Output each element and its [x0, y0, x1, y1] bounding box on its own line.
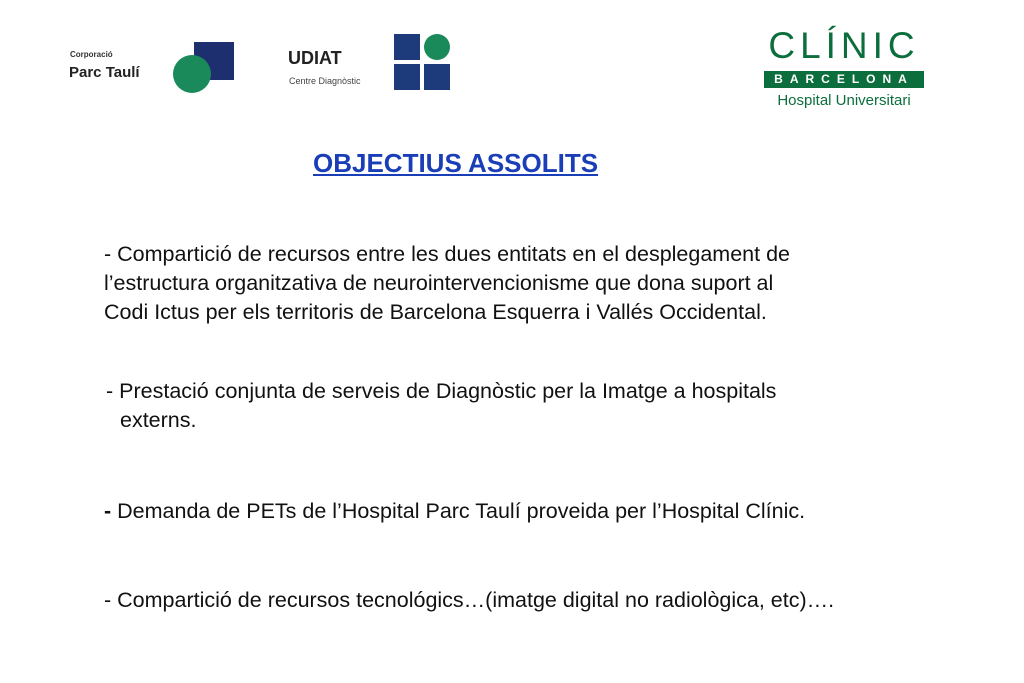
- objective-item-1-line-2: l’estructura organitzativa de neurointervencionisme que dona suport al: [104, 271, 774, 295]
- udiat-logo: [288, 32, 458, 92]
- udiat-logo-graphic: [392, 32, 452, 92]
- parc-tauli-logo-small-text: Corporació: [70, 50, 113, 59]
- udiat-logo-name: UDIAT: [288, 48, 342, 68]
- objective-item-3-text: Demanda de PETs de l’Hospital Parc Taulí proveida per l’Hospital Clínic.: [111, 499, 806, 523]
- objective-item-1-line-3: Codi Ictus per els territoris de Barcelona Esquerra i Vallés Occidental.: [104, 300, 767, 324]
- parc-tauli-logo-name: Parc Taulí: [69, 64, 140, 81]
- udiat-logo-square-bottom-left: [394, 64, 420, 90]
- udiat-logo-circle: [424, 34, 450, 60]
- objective-item-4-line-1: - Compartició de recursos tecnológics…(imatge digital no radiològica, etc)….: [104, 588, 835, 612]
- parc-tauli-logo-circle: [173, 55, 211, 93]
- clinic-logo-name: CLÍNIC: [768, 25, 920, 66]
- clinic-logo-city-bar: BARCELONA: [764, 71, 924, 88]
- clinic-logo-subtitle: Hospital Universitari: [777, 92, 911, 109]
- objective-item-2-line-1: - Prestació conjunta de serveis de Diagnòstic per la Imatge a hospitals: [106, 379, 777, 403]
- clinic-barcelona-logo: [762, 26, 926, 114]
- udiat-logo-square-bottom-right: [424, 64, 450, 90]
- page-title: OBJECTIUS ASSOLITS: [313, 148, 599, 178]
- objective-item-1: [104, 240, 790, 327]
- udiat-logo-square-top-left: [394, 34, 420, 60]
- udiat-logo-subtitle: Centre Diagnòstic: [289, 76, 361, 86]
- objective-item-3: [104, 497, 805, 526]
- parc-tauli-logo: [66, 40, 236, 96]
- objective-item-1-line-1: - Compartició de recursos entre les dues entitats en el desplegament de: [104, 242, 790, 266]
- objective-item-3-line-1: [104, 497, 805, 526]
- objective-item-2-line-2: externs.: [120, 408, 197, 432]
- objective-item-2: [106, 377, 776, 435]
- parc-tauli-logo-graphic: [170, 40, 236, 96]
- objective-item-3-dash: -: [104, 499, 112, 523]
- objective-item-4: [104, 586, 834, 615]
